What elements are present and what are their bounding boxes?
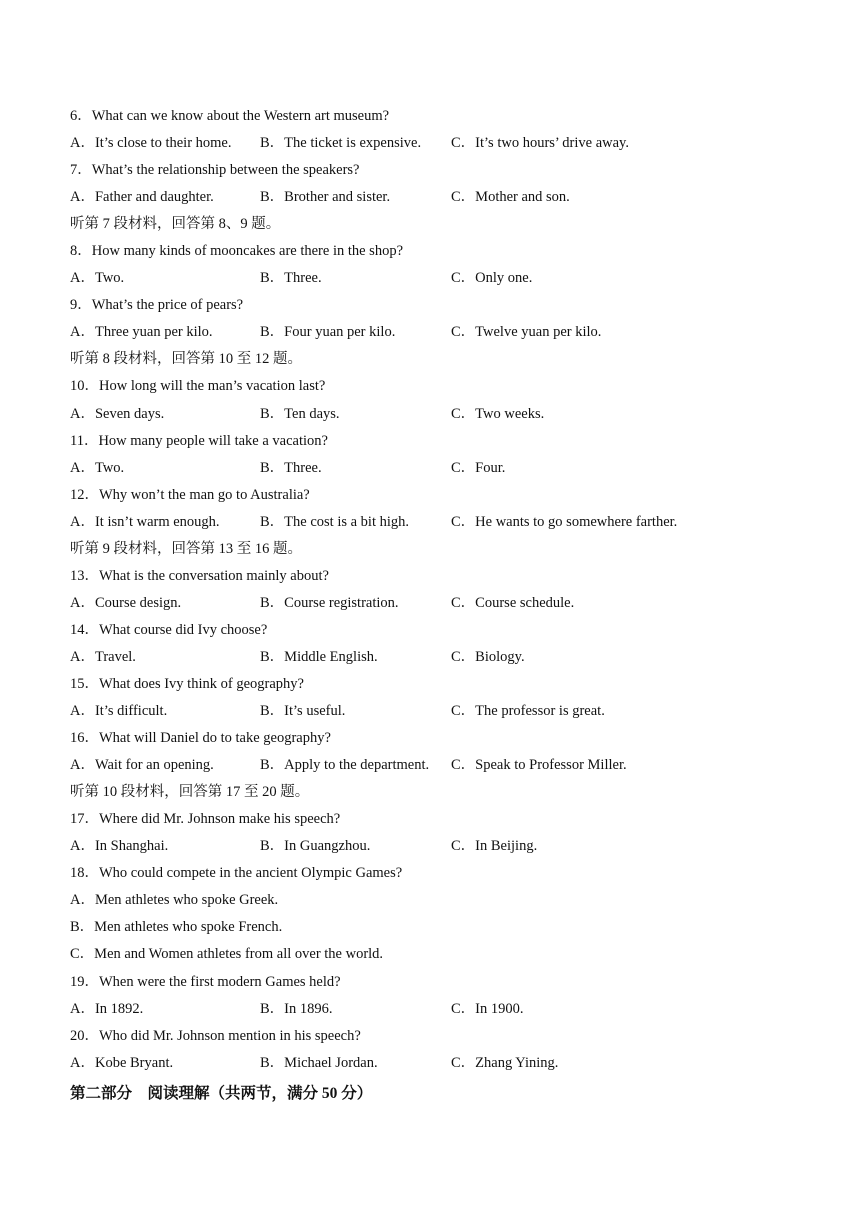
answer-options-row	[70, 458, 810, 485]
question-text: C．Men and Women athletes from all over the world.	[70, 946, 384, 963]
option-a: A．Travel.	[70, 648, 136, 665]
part-heading-row	[70, 1083, 810, 1110]
question-row	[70, 566, 810, 593]
question-text: 19．When were the first modern Games held?	[70, 973, 341, 990]
option-c: C．He wants to go somewhere farther.	[451, 513, 678, 530]
question-row	[70, 728, 810, 755]
option-a: A．Seven days.	[70, 405, 165, 422]
question-row	[70, 863, 810, 890]
question-text: 9．What’s the price of pears?	[70, 297, 244, 314]
section-row	[70, 214, 810, 241]
question-row	[70, 295, 810, 322]
question-text: 14．What course did Ivy choose?	[70, 621, 268, 638]
option-c: C．Course schedule.	[451, 594, 575, 611]
section-instruction: 听第 9 段材料，回答第 13 至 16 题。	[70, 540, 302, 557]
question-row	[70, 674, 810, 701]
section-instruction: 听第 10 段材料，回答第 17 至 20 题。	[70, 784, 310, 801]
question-row	[70, 1026, 810, 1053]
option-b: B．Three.	[260, 270, 322, 287]
question-text: 17．Where did Mr. Johnson make his speech?	[70, 811, 341, 828]
document-content	[70, 106, 810, 1110]
section-row	[70, 782, 810, 809]
option-b: B．Apply to the department.	[260, 757, 430, 774]
question-row	[70, 485, 810, 512]
answer-options-row	[70, 512, 810, 539]
option-a: A．Father and daughter.	[70, 189, 214, 206]
question-row	[70, 809, 810, 836]
question-row	[70, 376, 810, 403]
option-a: A．Two.	[70, 459, 125, 476]
option-b: B．Four yuan per kilo.	[260, 324, 396, 341]
option-a: A．Two.	[70, 270, 125, 287]
answer-options-row	[70, 647, 810, 674]
option-a: A．Kobe Bryant.	[70, 1054, 174, 1071]
question-text: 10．How long will the man’s vacation last?	[70, 378, 326, 395]
option-b: B．Course registration.	[260, 594, 399, 611]
question-text: 15．What does Ivy think of geography?	[70, 675, 304, 692]
option-b: B．Brother and sister.	[260, 189, 391, 206]
question-row	[70, 620, 810, 647]
answer-options-row	[70, 593, 810, 620]
option-a: A．In Shanghai.	[70, 838, 169, 855]
answer-options-row	[70, 404, 810, 431]
answer-options-row	[70, 836, 810, 863]
answer-options-row	[70, 999, 810, 1026]
option-c: C．It’s two hours’ drive away.	[451, 135, 629, 152]
section-instruction: 听第 7 段材料，回答第 8、9 题。	[70, 216, 281, 233]
option-b: B．Three.	[260, 459, 322, 476]
question-row	[70, 944, 810, 971]
part-heading: 第二部分 阅读理解（共两节，满分 50 分）	[70, 1084, 373, 1102]
option-a: A．Three yuan per kilo.	[70, 324, 213, 341]
option-b: B．Michael Jordan.	[260, 1054, 378, 1071]
option-c: C．In Beijing.	[451, 838, 538, 855]
option-c: C．Twelve yuan per kilo.	[451, 324, 602, 341]
option-b: B．In 1896.	[260, 1000, 333, 1017]
option-b: B．The cost is a bit high.	[260, 513, 410, 530]
option-c: C．Mother and son.	[451, 189, 570, 206]
question-row	[70, 917, 810, 944]
option-b: B．Middle English.	[260, 648, 378, 665]
option-c: C．Speak to Professor Miller.	[451, 757, 627, 774]
option-c: C．Biology.	[451, 648, 525, 665]
question-text: 18．Who could compete in the ancient Olympic Games?	[70, 865, 403, 882]
question-row	[70, 160, 810, 187]
question-row	[70, 972, 810, 999]
question-row	[70, 431, 810, 458]
question-text: 16．What will Daniel do to take geography?	[70, 730, 331, 747]
option-a: A．It’s difficult.	[70, 703, 168, 720]
answer-options-row	[70, 133, 810, 160]
section-row	[70, 349, 810, 376]
option-b: B．The ticket is expensive.	[260, 135, 422, 152]
option-c: C．Four.	[451, 459, 506, 476]
option-a: A．Course design.	[70, 594, 182, 611]
option-a: A．It’s close to their home.	[70, 135, 232, 152]
answer-options-row	[70, 1053, 810, 1080]
option-a: A．Wait for an opening.	[70, 757, 214, 774]
answer-options-row	[70, 701, 810, 728]
question-row	[70, 241, 810, 268]
question-text: 7．What’s the relationship between the speakers?	[70, 162, 360, 179]
option-c: C．Two weeks.	[451, 405, 545, 422]
option-c: C．The professor is great.	[451, 703, 605, 720]
option-b: B．Ten days.	[260, 405, 340, 422]
question-row	[70, 106, 810, 133]
question-text: 6．What can we know about the Western art museum?	[70, 108, 390, 124]
question-text: 12．Why won’t the man go to Australia?	[70, 486, 310, 503]
answer-options-row	[70, 187, 810, 214]
question-text: 11．How many people will take a vacation?	[70, 432, 328, 449]
question-row	[70, 890, 810, 917]
option-b: B．It’s useful.	[260, 703, 346, 720]
option-b: B．In Guangzhou.	[260, 838, 371, 855]
answer-options-row	[70, 322, 810, 349]
option-a: A．It isn’t warm enough.	[70, 513, 220, 530]
section-row	[70, 539, 810, 566]
option-a: A．In 1892.	[70, 1000, 144, 1017]
section-instruction: 听第 8 段材料，回答第 10 至 12 题。	[70, 351, 302, 368]
option-c: C．Zhang Yining.	[451, 1054, 559, 1071]
answer-options-row	[70, 268, 810, 295]
question-text: B．Men athletes who spoke French.	[70, 919, 283, 936]
question-text: A．Men athletes who spoke Greek.	[70, 892, 279, 909]
option-c: C．In 1900.	[451, 1000, 524, 1017]
question-text: 20．Who did Mr. Johnson mention in his speech?	[70, 1027, 361, 1044]
answer-options-row	[70, 755, 810, 782]
option-c: C．Only one.	[451, 270, 533, 287]
question-text: 13．What is the conversation mainly about?	[70, 567, 329, 584]
question-text: 8．How many kinds of mooncakes are there in the shop?	[70, 243, 404, 260]
